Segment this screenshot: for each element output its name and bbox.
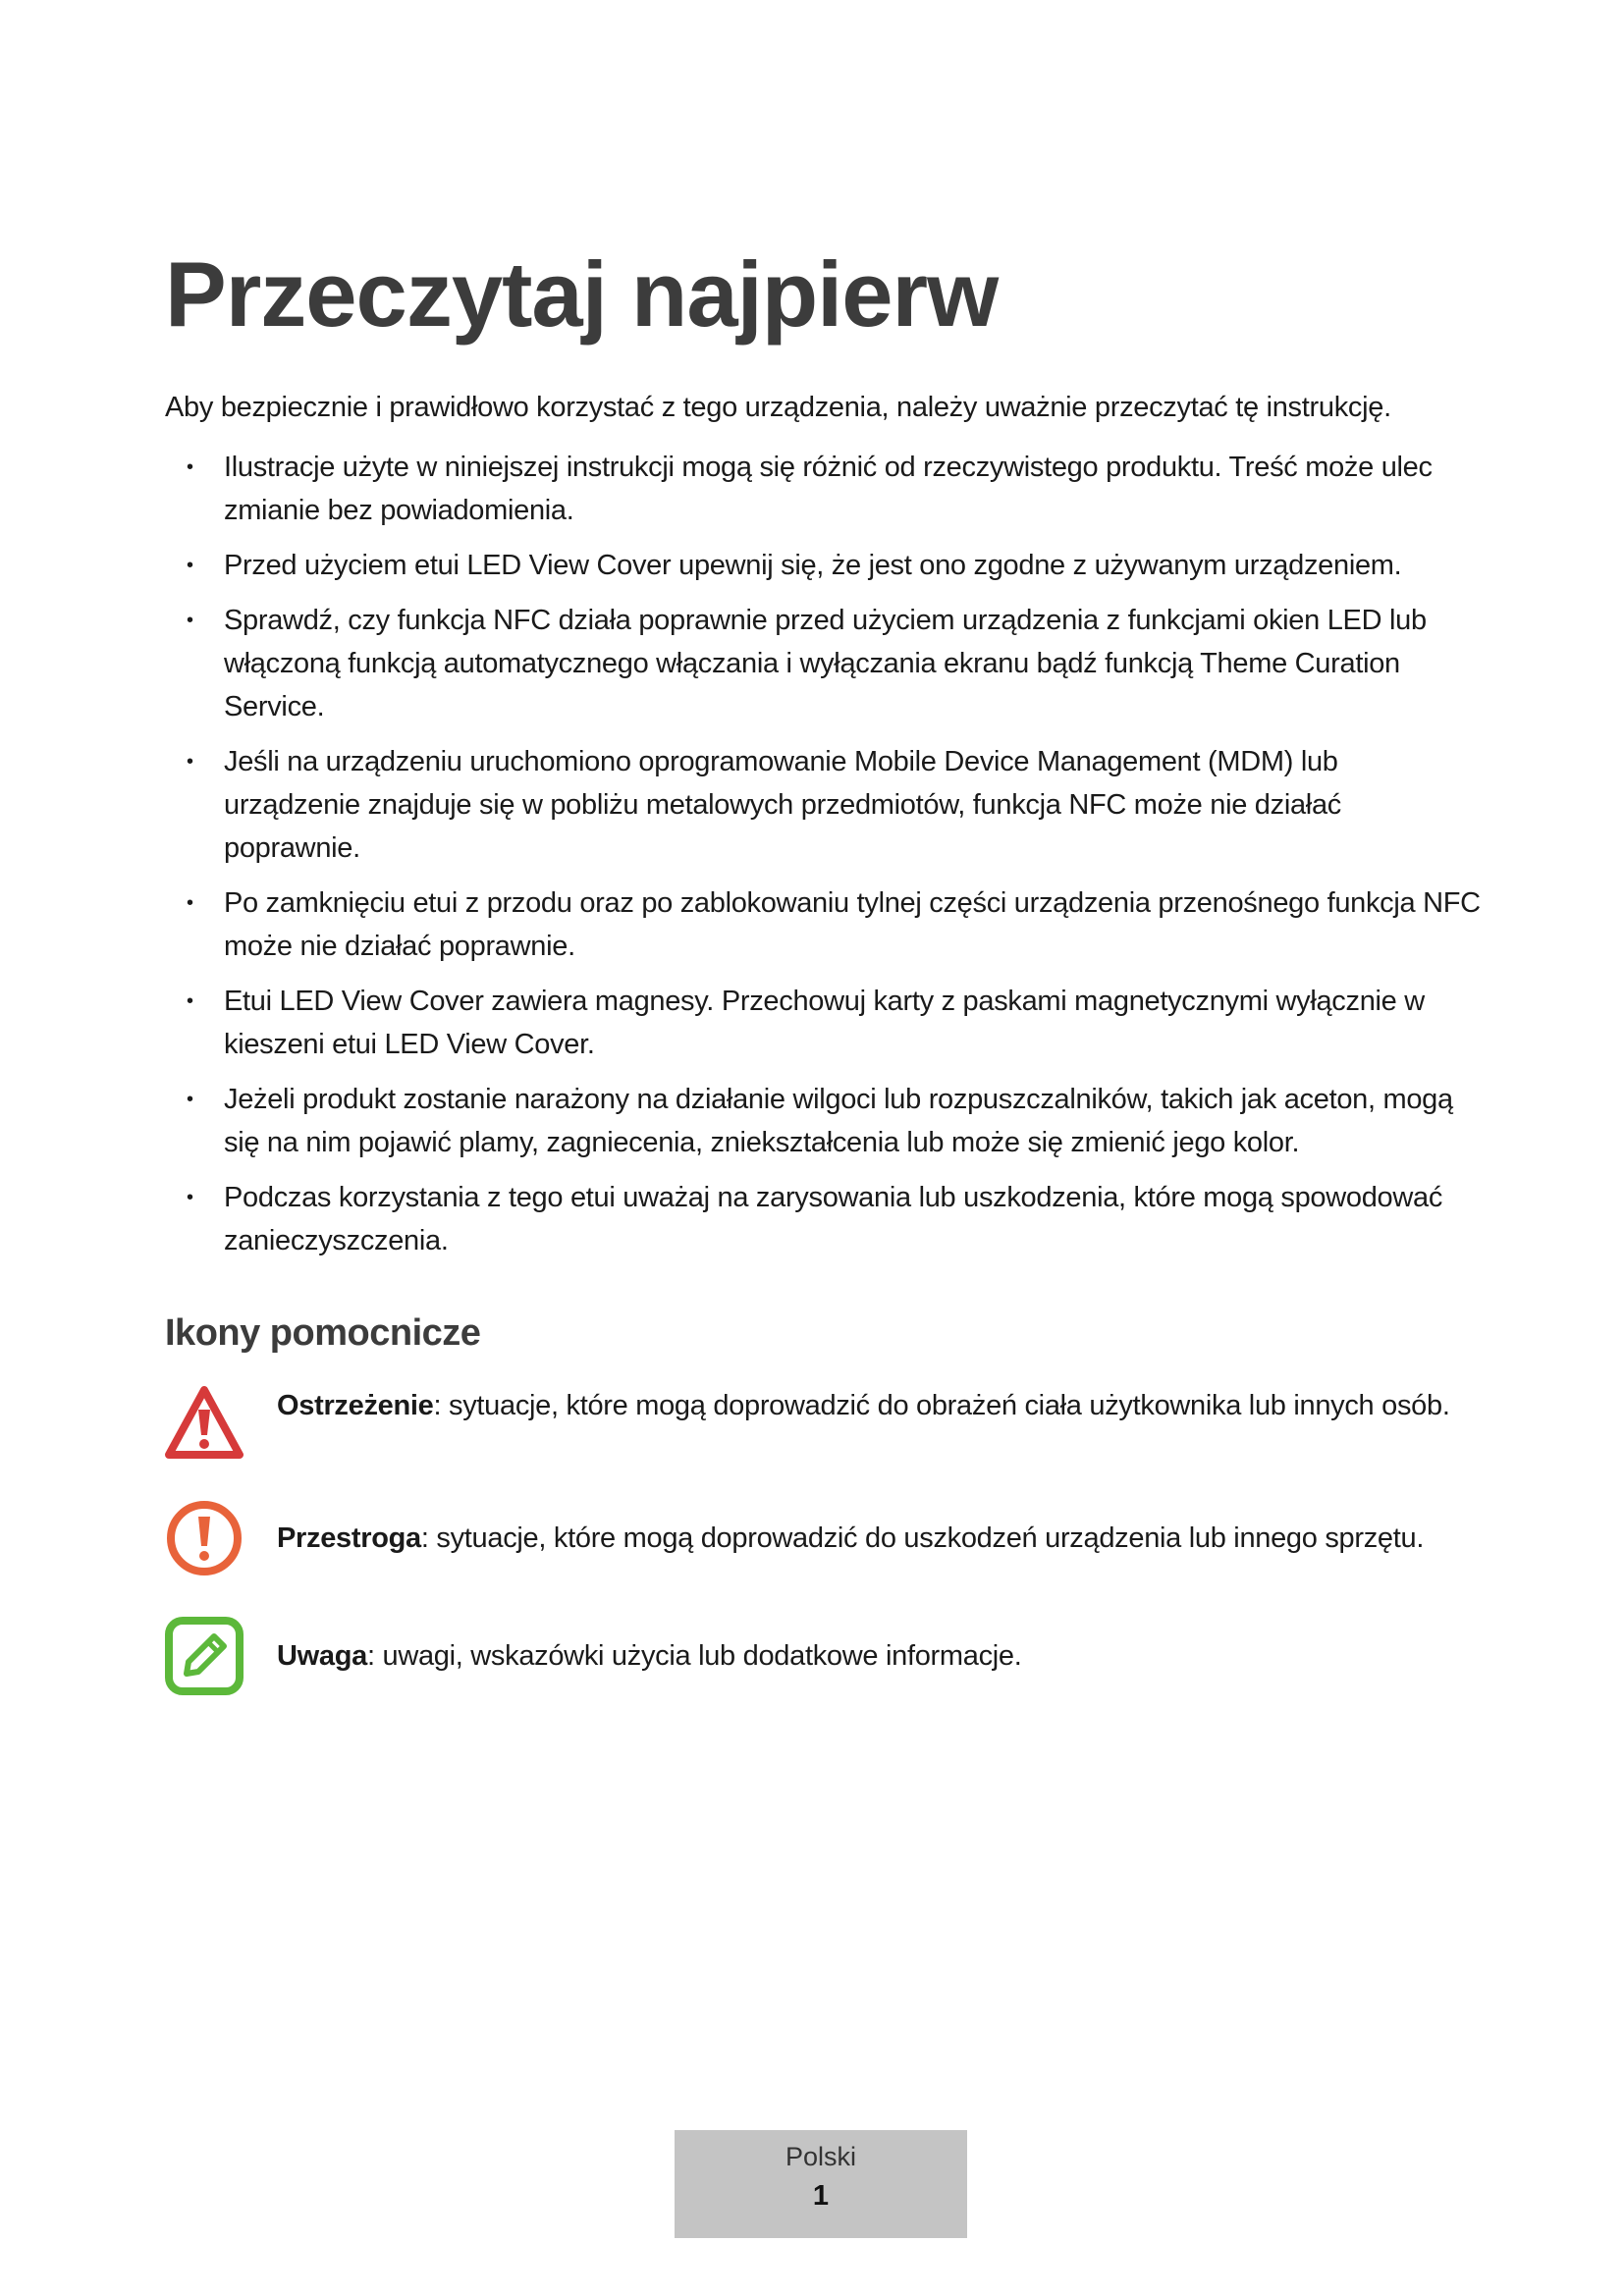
intro-paragraph: Aby bezpiecznie i prawidłowo korzystać z tego urządzenia, należy uważnie przeczytać tę instrukcję. (165, 392, 1391, 423)
icon-label: Przestroga (277, 1522, 421, 1554)
bullet-list (165, 446, 1481, 1274)
list-item (165, 544, 1481, 587)
list-item-text: Jeżeli produkt zostanie narażony na działanie wilgoci lub rozpuszczalników, takich jak aceton, mogą się na nim pojawić plamy, zagniecenia, zniekształcenia lub może się zmienić jego kolor. (224, 1084, 1453, 1158)
bullet-mark: • (187, 990, 193, 1012)
page-title: Przeczytaj najpierw (165, 242, 999, 346)
list-item (165, 740, 1481, 870)
icon-text: : sytuacje, które mogą doprowadzić do obrażeń ciała użytkownika lub innych osób. (433, 1390, 1450, 1421)
icon-text: : sytuacje, które mogą doprowadzić do uszkodzeń urządzenia lub innego sprzętu. (420, 1522, 1425, 1554)
page-number: 1 (812, 2180, 830, 2212)
bullet-mark: • (187, 892, 193, 914)
bullet-mark: • (187, 555, 193, 576)
bullet-mark: • (187, 1089, 193, 1110)
list-item-text: Sprawdź, czy funkcja NFC działa poprawnie przed użyciem urządzenia z funkcjami okien LED lub włączoną funkcją automatycznego włączania i wyłączania ekranu bądź funkcją Theme Curation Service. (224, 605, 1427, 722)
bullet-mark: • (187, 1187, 193, 1208)
footer-language: Polski (785, 2142, 857, 2171)
list-item-text: Jeśli na urządzeniu uruchomiono oprogramowanie Mobile Device Management (MDM) lub urządzenie znajduje się w pobliżu metalowych przedmiotów, funkcja NFC może nie działać poprawnie. (224, 746, 1341, 864)
section-heading: Ikony pomocnicze (165, 1312, 481, 1354)
warning-icon (165, 1384, 244, 1463)
list-item-text: Podczas korzystania z tego etui uważaj na zarysowania lub uszkodzenia, które mogą spowodować zanieczyszczenia. (224, 1182, 1443, 1256)
list-item-text: Etui LED View Cover zawiera magnesy. Przechowuj karty z paskami magnetycznymi wyłącznie w kieszeni etui LED View Cover. (224, 986, 1425, 1060)
bullet-mark: • (187, 456, 193, 478)
list-item (165, 1078, 1481, 1164)
list-item (165, 1176, 1481, 1262)
list-item (165, 599, 1481, 728)
icon-description (277, 1634, 1481, 1678)
icon-text: : uwagi, wskazówki użycia lub dodatkowe informacje. (366, 1640, 1022, 1672)
icon-label: Ostrzeżenie (277, 1390, 434, 1421)
page-footer (675, 2130, 967, 2238)
list-item-text: Po zamknięciu etui z przodu oraz po zablokowaniu tylnej części urządzenia przenośnego funkcja NFC może nie działać poprawnie. (224, 887, 1481, 962)
list-item (165, 980, 1481, 1066)
list-item (165, 446, 1481, 532)
list-item-text: Przed użyciem etui LED View Cover upewnij się, że jest ono zgodne z używanym urządzeniem. (224, 550, 1402, 581)
icon-label: Uwaga (277, 1640, 367, 1672)
bullet-mark: • (187, 610, 193, 631)
list-item (165, 881, 1481, 968)
icon-description (277, 1517, 1481, 1560)
caution-icon (165, 1499, 244, 1577)
bullet-mark: • (187, 751, 193, 773)
icon-description (277, 1384, 1481, 1427)
note-icon (165, 1617, 244, 1695)
list-item-text: Ilustracje użyte w niniejszej instrukcji mogą się różnić od rzeczywistego produktu. Treść może ulec zmianie bez powiadomienia. (224, 452, 1433, 526)
